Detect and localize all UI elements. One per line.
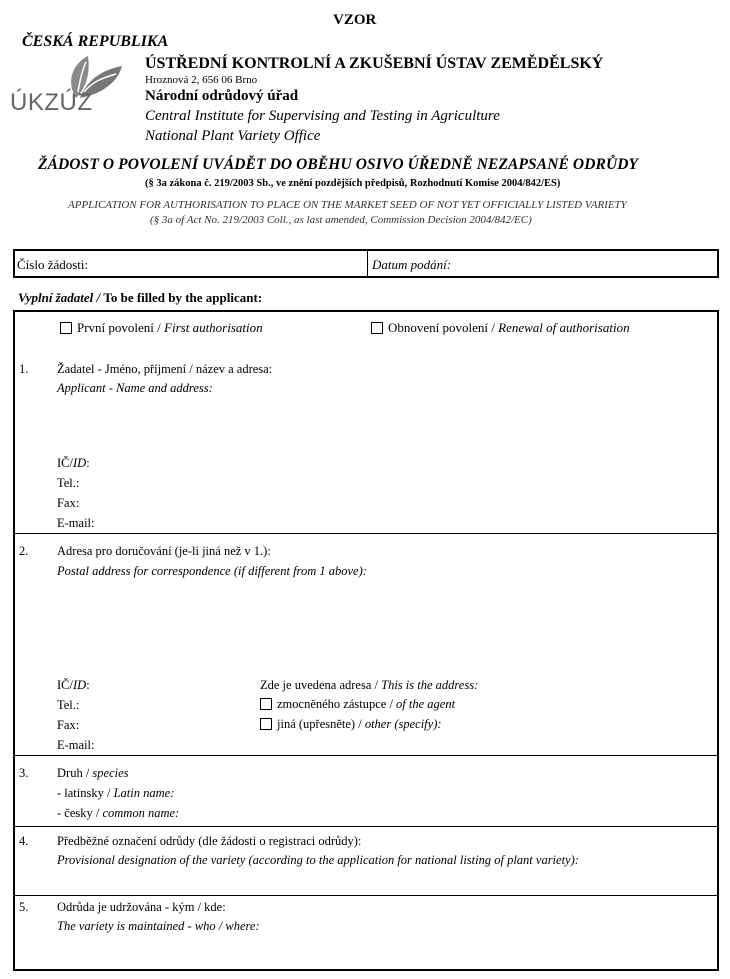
section-5-number: 5.: [19, 900, 29, 914]
section-2-email-label: E-mail:: [57, 738, 95, 752]
sample-label: VZOR: [333, 12, 377, 28]
institute-address: Hroznová 2, 656 06 Brno: [145, 74, 258, 86]
section-1-label-en: Applicant - Name and address:: [57, 381, 213, 395]
section-4-label-en: Provisional designation of the variety (according to the application for national listing of plant variety):: [57, 853, 579, 867]
address-type-label: [260, 678, 478, 693]
submission-date-label: Datum podání:: [372, 257, 452, 272]
section-2-id-label: IČ/ID:: [57, 678, 90, 692]
section-1-label-cz: Žadatel - Jméno, příjmení / název a adresa:: [57, 362, 273, 376]
renewal-label-en: Renewal of authorisation: [498, 320, 630, 335]
latin-name-label: [57, 786, 174, 801]
form-subtitle-cz: (§ 3a zákona č. 219/2003 Sb., ve znění pozdějších předpisů, Rozhodnutí Komise 2004/842/ES): [145, 178, 561, 189]
agent-address-checkbox[interactable]: [260, 698, 272, 710]
section-5-label-cz: Odrůda je udržována - kým / kde:: [57, 900, 226, 914]
section-2-id-cz: IČ/: [57, 678, 73, 692]
section-1-tel-label: Tel.:: [57, 476, 80, 490]
common-name-label: [57, 806, 179, 821]
section-5-label-en: The variety is maintained - who / where:: [57, 919, 260, 933]
divider-1-2: [14, 533, 718, 534]
address-type-label-en: This is the address:: [381, 678, 479, 692]
section-1-id-en: ID: [72, 456, 87, 470]
renewal-checkbox[interactable]: [371, 322, 383, 334]
applicant-name-field[interactable]: [57, 400, 707, 452]
other-address-option[interactable]: [260, 717, 442, 732]
section-1-email-label: E-mail:: [57, 516, 95, 530]
section-3-number: 3.: [19, 766, 29, 780]
applicant-note-cz: Vyplní žadatel /: [18, 290, 104, 305]
agent-address-option[interactable]: [260, 697, 455, 712]
latin-name-label-en: Latin name:: [113, 786, 175, 800]
divider-4-5: [14, 895, 718, 896]
other-label-cz: jiná (upřesněte) /: [277, 717, 365, 731]
section-4-label-cz: Předběžné označení odrůdy (dle žádosti o registraci odrůdy):: [57, 834, 362, 848]
address-type-label-cz: Zde je uvedena adresa /: [260, 678, 382, 692]
form-title-en: APPLICATION FOR AUTHORISATION TO PLACE ON THE MARKET SEED OF NOT YET OFFICIALLY LISTED VARIETY: [68, 199, 627, 211]
section-1-number: 1.: [19, 362, 29, 376]
section-3-label: [57, 766, 129, 781]
form-title: ŽÁDOST O POVOLENÍ UVÁDĚT DO OBĚHU OSIVO ÚŘEDNĚ NEZAPSANÉ ODRŮDY: [38, 156, 639, 173]
institute-name-en: Central Institute for Supervising and Testing in Agriculture: [145, 108, 500, 124]
country-name: ČESKÁ REPUBLIKA: [22, 33, 169, 50]
renewal-label-cz: Obnovení povolení /: [388, 320, 499, 335]
logo-text: ÚKZÚZ: [10, 89, 93, 116]
form-subtitle-en: (§ 3a of Act No. 219/2003 Coll., as last amended, Commission Decision 2004/842/EC): [150, 214, 532, 226]
agent-label-cz: zmocněného zástupce /: [277, 697, 397, 711]
section-2-label-en: Postal address for correspondence (if different from 1 above):: [57, 564, 367, 578]
section-2-label-cz: Adresa pro doručování (je-li jiná než v 1.):: [57, 544, 271, 558]
first-authorisation-option[interactable]: [60, 320, 263, 336]
postal-address-field[interactable]: [57, 584, 707, 674]
section-3-label-cz: Druh /: [57, 766, 93, 780]
variety-maintainer-field[interactable]: [57, 938, 707, 966]
submission-date-field[interactable]: [462, 252, 712, 274]
section-4-number: 4.: [19, 834, 29, 848]
agent-label-en: of the agent: [396, 697, 456, 711]
office-name-cz: Národní odrůdový úřad: [145, 88, 299, 104]
variety-designation-field[interactable]: [57, 872, 707, 892]
other-address-checkbox[interactable]: [260, 718, 272, 730]
application-number-label: Číslo žádosti:: [17, 257, 89, 272]
other-label-en: other (specify):: [364, 717, 442, 731]
renewal-option[interactable]: [371, 320, 630, 336]
application-number-field[interactable]: [100, 252, 360, 274]
office-name-en: National Plant Variety Office: [145, 128, 321, 144]
common-name-field[interactable]: [200, 804, 705, 822]
applicant-note-en: To be filled by the applicant:: [103, 290, 263, 305]
latin-name-label-cz: - latinsky /: [57, 786, 114, 800]
common-name-label-cz: - česky /: [57, 806, 103, 820]
divider-2-3: [14, 755, 718, 756]
section-2-number: 2.: [19, 544, 29, 558]
common-name-label-en: common name:: [102, 806, 180, 820]
institute-name-cz: ÚSTŘEDNÍ KONTROLNÍ A ZKUŠEBNÍ ÚSTAV ZEMĚDĚLSKÝ: [145, 55, 604, 72]
section-1-fax-label: Fax:: [57, 496, 80, 510]
applicant-note: [18, 290, 262, 306]
first-authorisation-label-en: First authorisation: [164, 320, 263, 335]
ukzuz-logo: [8, 52, 138, 116]
section-1-id-label: IČ/ID:: [57, 456, 90, 470]
office-use-divider: [367, 250, 368, 277]
section-2-fax-label: Fax:: [57, 718, 80, 732]
divider-3-4: [14, 826, 718, 827]
first-authorisation-label-cz: První povolení /: [77, 320, 165, 335]
section-1-id-cz: IČ/: [57, 456, 73, 470]
section-3-label-en: species: [92, 766, 129, 780]
first-authorisation-checkbox[interactable]: [60, 322, 72, 334]
latin-name-field[interactable]: [195, 784, 705, 802]
section-2-tel-label: Tel.:: [57, 698, 80, 712]
section-2-id-en: ID: [72, 678, 87, 692]
